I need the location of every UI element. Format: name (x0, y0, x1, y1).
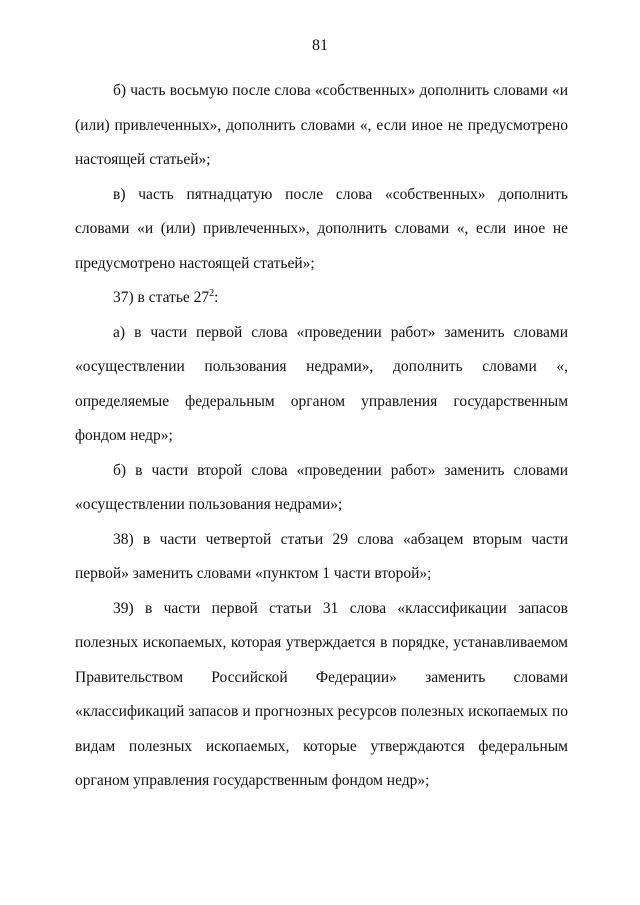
item-37-suffix: : (214, 289, 219, 306)
paragraph-b-part-eight: б) часть восьмую после слова «собственных» дополнить словами «и (или) привлеченных», дополнить словами «, если иное не предусмотрено настоящей статьей»; (75, 82, 568, 168)
paragraph-v-part-fifteen: в) часть пятнадцатую после слова «собственных» дополнить словами «и (или) привлеченных», дополнить словами «, если иное не предусмотрено настоящей статьей»; (75, 185, 568, 272)
item-37-superscript: 2 (209, 288, 215, 299)
paragraph-b-part-two: б) в части второй слова «проведении работ» заменить словами «осуществлении пользования недрами»; (75, 461, 568, 513)
paragraph-item-39: 39) в части первой статьи 31 слова «классификации запасов полезных ископаемых, которая утверждается в порядке, устанавливаемом Правительством Российской Федерации» заменить словами «классификаций запасов и прогнозных ресурсов полезных ископаемых по видам полезных ископаемых, которые утверждаются федеральным органом управления государственным фондом недр»; (75, 599, 568, 789)
item-37-text: 37) в статье 27 (113, 289, 210, 306)
page-number: 81 (312, 37, 328, 54)
document-body (75, 74, 568, 799)
paragraph-item-38: 38) в части четвертой статьи 29 слова «абзацем вторым части первой» заменить словами «пунктом 1 части второй»; (75, 530, 568, 582)
paragraph-item-37 (75, 281, 568, 316)
paragraph-a-part-one: а) в части первой слова «проведении работ» заменить словами «осуществлении пользования недрами», дополнить словами «, определяемые федеральным органом управления государственным фондом недр»; (75, 323, 568, 444)
